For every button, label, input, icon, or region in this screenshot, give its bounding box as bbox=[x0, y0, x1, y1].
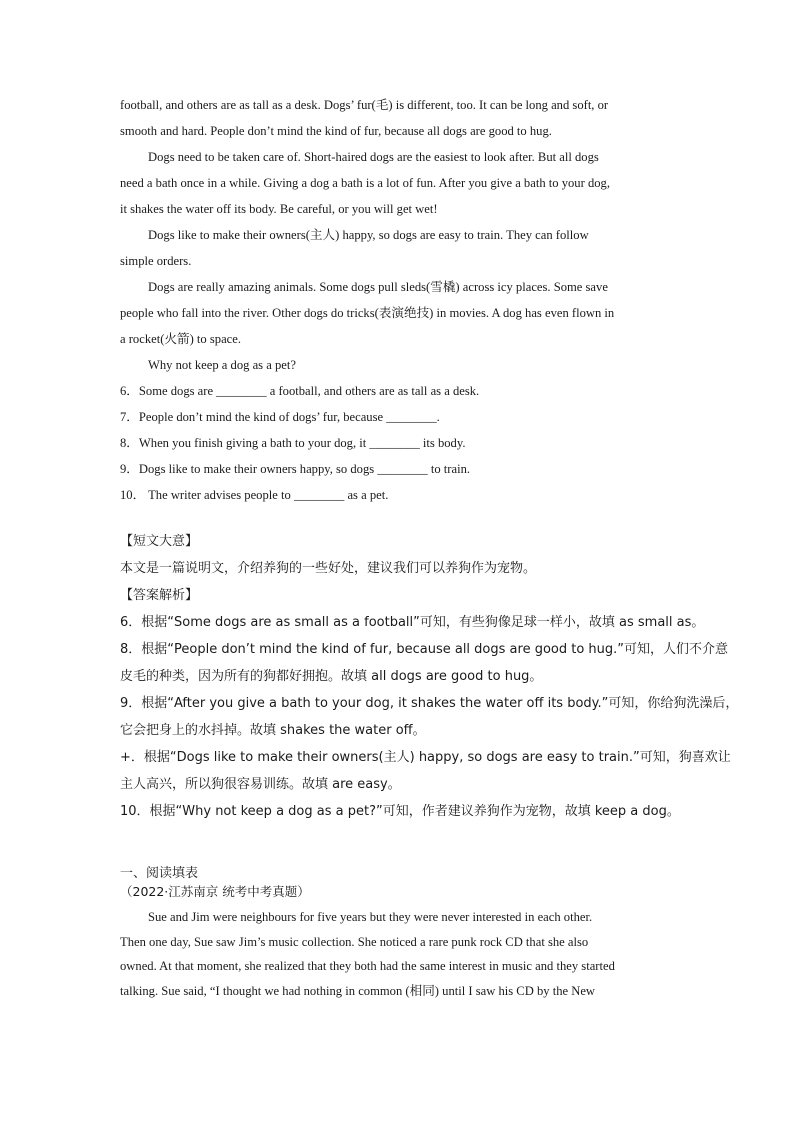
summary-section bbox=[120, 528, 680, 582]
passage-line: owned. At that moment, she realized that they both had the same interest in music and they started bbox=[120, 959, 615, 973]
passage-line: Sue and Jim were neighbours for five years but they were never interested in each other. bbox=[148, 910, 593, 924]
passage-line: simple orders. bbox=[120, 254, 192, 268]
passage-line: smooth and hard. People don’t mind the kind of fur, because all dogs are good to hug. bbox=[120, 124, 552, 138]
analysis-line: 8．根据“People don’t mind the kind of fur, because all dogs are good to hug.”可知，人们不介意 bbox=[120, 642, 729, 657]
section-title: 一、阅读填表 bbox=[120, 866, 199, 881]
section-source: （2022·江苏南京 统考中考真题） bbox=[120, 884, 310, 899]
question-7: 7．People don’t mind the kind of dogs’ fur, because ________. bbox=[120, 410, 440, 424]
passage bbox=[120, 92, 680, 378]
question-8: 8．When you finish giving a bath to your dog, it ________ its body. bbox=[120, 436, 466, 450]
passage-line: Dogs like to make their owners(主人) happy, so dogs are easy to train. They can follow bbox=[148, 228, 589, 242]
analysis-line: 皮毛的种类，因为所有的狗都好拥抱。故填 all dogs are good to hug。 bbox=[120, 669, 543, 684]
page-content bbox=[120, 92, 739, 1003]
question-6: 6．Some dogs are ________ a football, and others are as tall as a desk. bbox=[120, 384, 480, 398]
analysis-line: 它会把身上的水抖掉。故填 shakes the water off。 bbox=[120, 723, 426, 738]
analysis-line: 6．根据“Some dogs are as small as a football”可知，有些狗像足球一样小，故填 as small as。 bbox=[120, 615, 705, 630]
summary-heading: 【短文大意】 bbox=[120, 534, 199, 549]
passage-line: need a bath once in a while. Giving a dog a bath is a lot of fun. After you give a bath to your dog, bbox=[120, 176, 610, 190]
passage-line: Then one day, Sue saw Jim’s music collection. She noticed a rare punk rock CD that she also bbox=[120, 934, 589, 949]
passage-line: football, and others are as tall as a desk. Dogs’ fur(毛) is different, too. It can be long and soft, or bbox=[120, 98, 609, 112]
analysis-line: +．根据“Dogs like to make their owners(主人) happy, so dogs are easy to train.”可知，狗喜欢让 bbox=[120, 750, 731, 765]
summary-text: 本文是一篇说明文，介绍养狗的一些好处，建议我们可以养狗作为宠物。 bbox=[120, 561, 537, 576]
question-9: 9．Dogs like to make their owners happy, so dogs ________ to train. bbox=[120, 462, 471, 476]
analysis-line: 9．根据“After you give a bath to your dog, it shakes the water off its body.”可知，你给狗洗澡后， bbox=[120, 696, 739, 711]
question-list bbox=[120, 378, 680, 508]
question-10: 10． The writer advises people to ________ as a pet. bbox=[120, 488, 389, 502]
analysis-section bbox=[120, 582, 739, 825]
reading-section bbox=[120, 865, 680, 1003]
analysis-heading: 【答案解析】 bbox=[120, 588, 199, 603]
passage-line: Dogs need to be taken care of. Short-haired dogs are the easiest to look after. But all dogs bbox=[148, 150, 599, 164]
passage-line: Dogs are really amazing animals. Some dogs pull sleds(雪橇) across icy places. Some save bbox=[148, 280, 608, 294]
passage-line: Why not keep a dog as a pet? bbox=[148, 358, 296, 372]
passage-line: a rocket(火箭) to space. bbox=[120, 332, 241, 346]
analysis-line: 主人高兴，所以狗很容易训练。故填 are easy。 bbox=[120, 777, 401, 792]
passage-line: people who fall into the river. Other dogs do tricks(表演绝技) in movies. A dog has even flown in bbox=[120, 306, 615, 320]
passage-line: talking. Sue said, “I thought we had nothing in common (相同) until I saw his CD by the New bbox=[120, 983, 596, 998]
passage-line: it shakes the water off its body. Be careful, or you will get wet! bbox=[120, 202, 438, 216]
analysis-line: 10．根据“Why not keep a dog as a pet?”可知，作者建议养狗作为宠物，故填 keep a dog。 bbox=[120, 804, 680, 819]
